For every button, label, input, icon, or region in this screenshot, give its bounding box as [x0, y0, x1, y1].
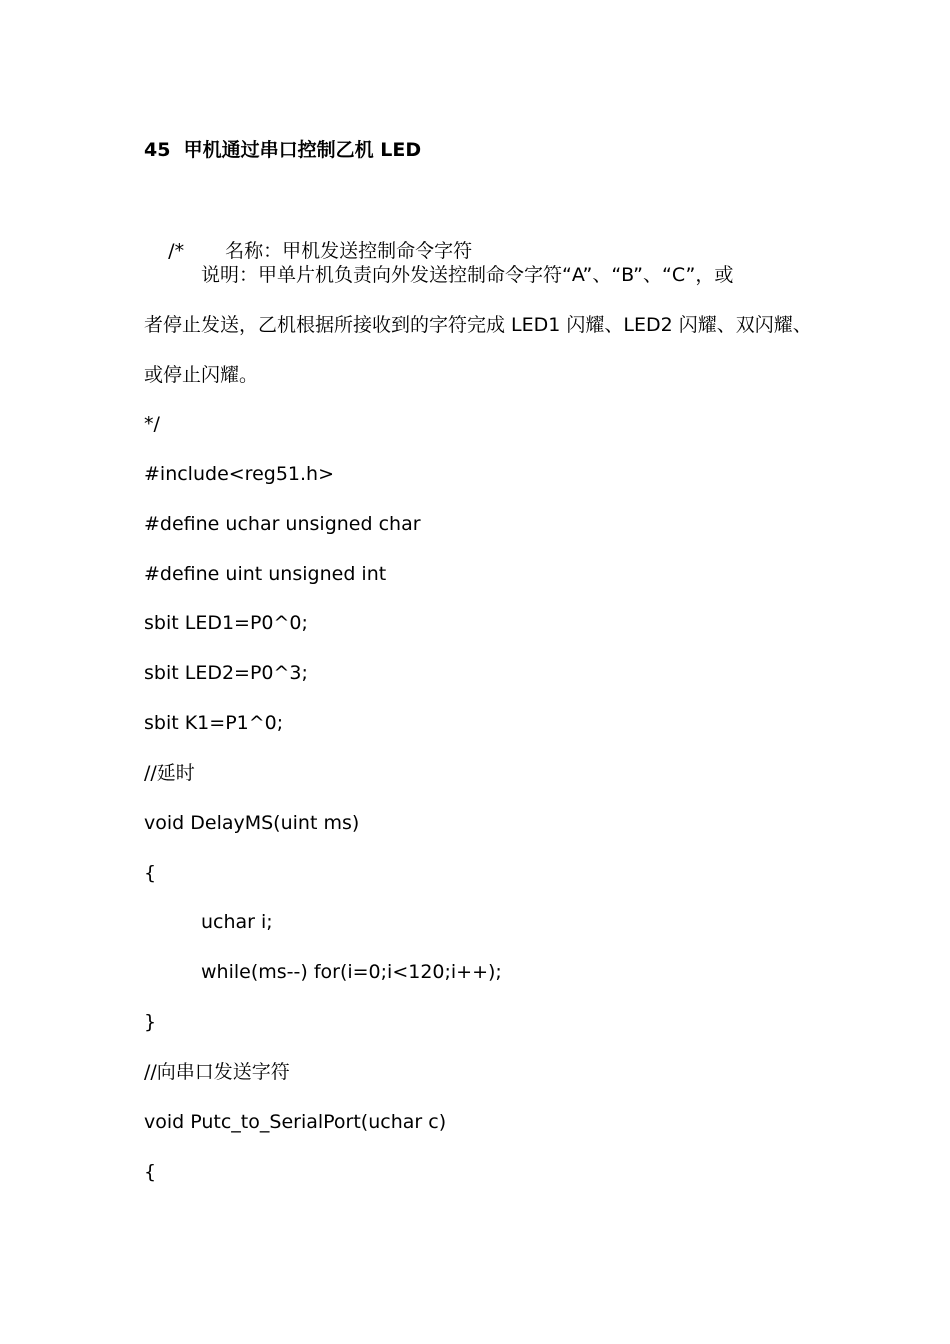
code-line: void Putc_to_SerialPort(uchar c): [144, 1111, 447, 1133]
comment-open: /*: [168, 240, 185, 262]
comment-close: */: [144, 413, 160, 435]
code-brace: }: [144, 1011, 157, 1033]
code-comment: //向串口发送字符: [144, 1061, 290, 1083]
code-line: sbit LED2=P0^3;: [144, 662, 308, 684]
comment-name-text: 名称：甲机发送控制命令字符: [225, 240, 473, 262]
comment-desc-line-1: 说明：甲单片机负责向外发送控制命令字符“A”、“B”、“C”，或: [201, 264, 734, 286]
comment-desc-line-3: 或停止闪耀。: [144, 364, 259, 386]
comment-desc-line-2: 者停止发送，乙机根据所接收到的字符完成 LED1 闪耀、LED2 闪耀、双闪耀、: [144, 314, 812, 336]
code-line: void DelayMS(uint ms): [144, 812, 360, 834]
section-heading: 45 甲机通过串口控制乙机 LED: [144, 139, 422, 161]
code-brace: {: [144, 1161, 157, 1183]
code-line: sbit LED1=P0^0;: [144, 612, 308, 634]
code-brace: {: [144, 862, 157, 884]
code-line: #include<reg51.h>: [144, 463, 334, 485]
code-line: sbit K1=P1^0;: [144, 712, 284, 734]
code-comment: //延时: [144, 762, 195, 784]
code-line: #define uchar unsigned char: [144, 513, 421, 535]
code-line: while(ms--) for(i=0;i<120;i++);: [201, 961, 502, 983]
code-line: #define uint unsigned int: [144, 563, 387, 585]
code-line: uchar i;: [201, 911, 273, 933]
